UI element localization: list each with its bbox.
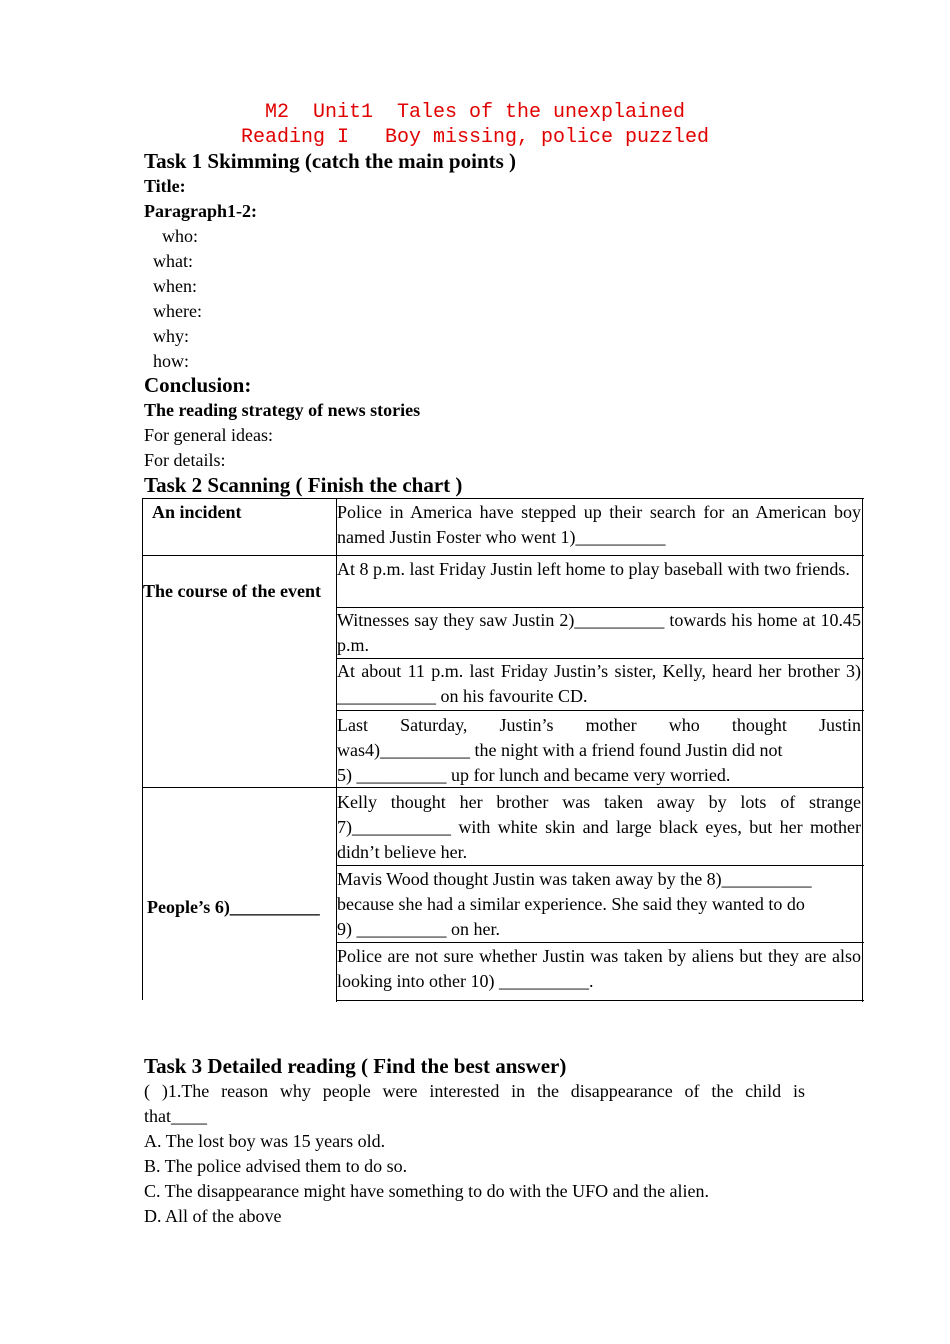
general-ideas-label: For general ideas: — [144, 425, 273, 445]
conclusion-label: Conclusion: — [144, 373, 252, 397]
row-divider — [336, 865, 864, 866]
chart-right-border — [862, 498, 863, 1002]
task1-heading: Task 1 Skimming (catch the main points ) — [144, 149, 517, 173]
row-divider — [336, 710, 864, 711]
question-who: who: — [162, 226, 198, 246]
row-divider — [142, 555, 864, 556]
course-row-1: At 8 p.m. last Friday Justin left home to play baseball with two friends. — [337, 559, 850, 579]
people-row-2-line-2: because she had a similar experience. She said they wanted to do — [337, 894, 805, 914]
incident-label: An incident — [152, 502, 242, 522]
task3-heading: Task 3 Detailed reading ( Find the best answer) — [144, 1054, 567, 1078]
course-row-4-line-1: Last Saturday, Justin’s mother who thought Justin — [337, 715, 861, 735]
unit-title: M2 Unit1 Tales of the unexplained — [264, 101, 686, 124]
task2-heading: Task 2 Scanning ( Finish the chart ) — [144, 473, 463, 497]
course-row-3: At about 11 p.m. last Friday Justin’s sister, Kelly, heard her brother 3) ___________ on his favourite CD. — [337, 661, 861, 706]
reading-title: Reading I Boy missing, police puzzled — [240, 126, 710, 149]
people-row-1: Kelly thought her brother was taken away by lots of strange 7)___________ with white skin and large black eyes, but her mother didn’t believe her. — [337, 792, 861, 862]
people-row-3: Police are not sure whether Justin was taken by aliens but they are also looking into other 10) __________. — [337, 946, 861, 991]
question-1: ( )1.The reason why people were interested in the disappearance of the child is — [144, 1081, 805, 1101]
course-row-4-line-2: was4)__________ the night with a friend found Justin did not — [337, 740, 783, 760]
people-row-2 — [336, 867, 862, 942]
people-label: People’s 6)__________ — [147, 897, 320, 917]
chart-bottom-border — [336, 1000, 864, 1001]
title-label: Title: — [144, 176, 186, 196]
question-why: why: — [153, 326, 189, 346]
people-row-2-line-3: 9) __________ on her. — [337, 919, 500, 939]
course-row-2: Witnesses say they saw Justin 2)__________ towards his home at 10.45 p.m. — [337, 610, 861, 655]
chart-top-border — [142, 498, 864, 499]
option-b: B. The police advised them to do so. — [144, 1156, 408, 1176]
scanning-chart — [142, 498, 864, 1002]
people-row-2-line-1: Mavis Wood thought Justin was taken away by the 8)__________ — [337, 869, 812, 889]
course-row-4-line-3: 5) __________ up for lunch and became very worried. — [337, 765, 731, 785]
details-label: For details: — [144, 450, 226, 470]
question-what: what: — [153, 251, 193, 271]
incident-text: Police in America have stepped up their search for an American boy named Justin Foster who went 1)__________ — [337, 502, 861, 547]
option-a: A. The lost boy was 15 years old. — [144, 1131, 386, 1151]
chart-left-border — [142, 498, 143, 1000]
course-row-4 — [336, 713, 862, 788]
option-d: D. All of the above — [144, 1206, 282, 1226]
question-where: where: — [153, 301, 202, 321]
paragraph-label: Paragraph1-2: — [144, 201, 257, 221]
strategy-label: The reading strategy of news stories — [144, 400, 421, 420]
row-divider — [336, 942, 864, 943]
question-when: when: — [153, 276, 197, 296]
question-how: how: — [153, 351, 189, 371]
question-1-cont: that____ — [144, 1106, 207, 1126]
course-label: The course of the event — [143, 581, 321, 601]
option-c: C. The disappearance might have something to do with the UFO and the alien. — [144, 1181, 710, 1201]
